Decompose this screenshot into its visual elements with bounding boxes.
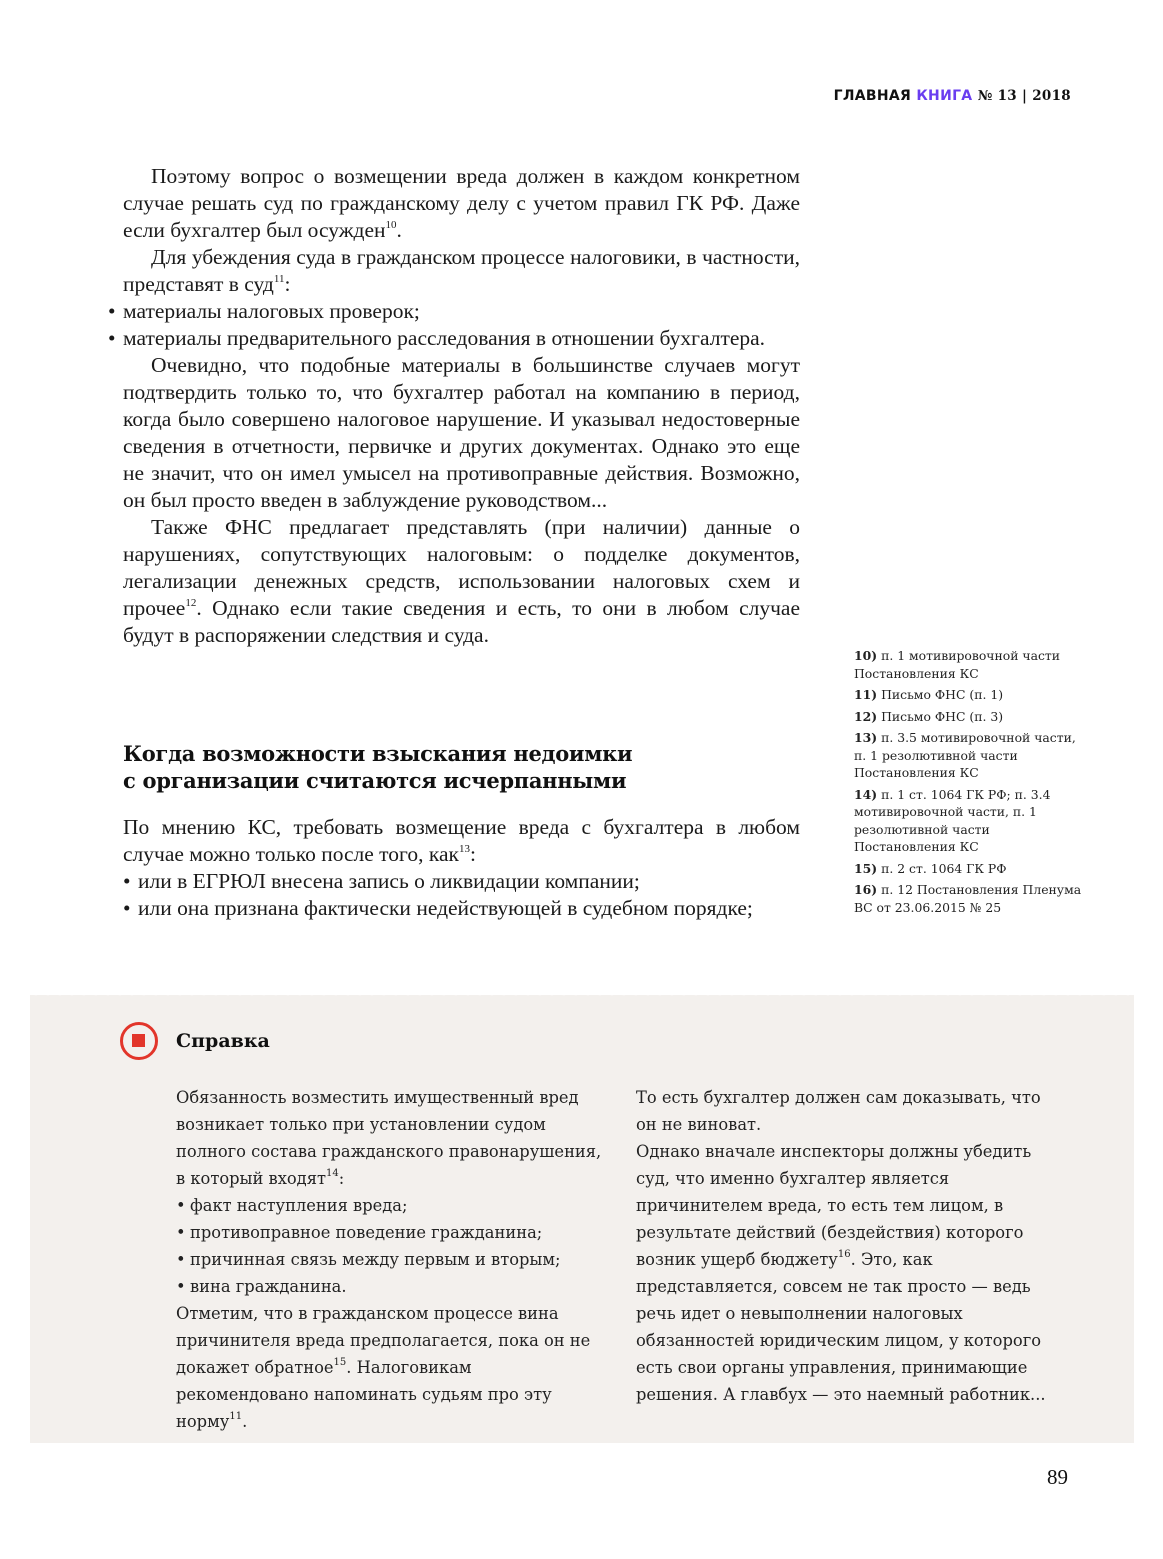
footnote bbox=[854, 647, 1084, 682]
footnote-text: Письмо ФНС (п. 1) bbox=[881, 687, 1004, 702]
panel-title: Справка bbox=[176, 1030, 270, 1052]
paragraph-text: . Налоговикам рекомендовано напоминать судьям про эту норму bbox=[176, 1358, 552, 1431]
footnote-text: Письмо ФНС (п. 3) bbox=[881, 708, 1004, 724]
footnote bbox=[854, 686, 1084, 704]
footnotes-sidebar bbox=[854, 647, 1084, 920]
magazine-name-part2: КНИГА bbox=[916, 88, 973, 104]
bullet-list bbox=[123, 868, 800, 922]
list-item: • факт наступления вреда; bbox=[176, 1192, 606, 1219]
footnote-ref[interactable]: 14 bbox=[326, 1168, 339, 1179]
section-text bbox=[123, 814, 800, 922]
paragraph-text: . bbox=[242, 1412, 248, 1431]
paragraph-text: . Однако если такие сведения и есть, то они в любом случае будут в распоряжении следствия и суда. bbox=[123, 596, 800, 647]
footnote-ref[interactable]: 13 bbox=[458, 843, 470, 855]
footnote bbox=[854, 860, 1084, 878]
paragraph-text: : bbox=[469, 842, 476, 866]
panel-right-column bbox=[636, 1084, 1066, 1408]
list-item: • или в ЕГРЮЛ внесена запись о ликвидации компании; bbox=[123, 868, 800, 895]
paragraph-text: : bbox=[338, 1169, 345, 1188]
paragraph-text: Также ФНС предлагает представлять (при наличии) данные о нарушениях, сопутствующих налоговым: о подделке документов, легализации денежных средств, использовании налоговых схем и прочее bbox=[123, 515, 800, 620]
list-item: • причинная связь между первым и вторым; bbox=[176, 1246, 606, 1273]
footnote-text: п. 1 ст. 1064 ГК РФ; п. 3.4 мотивировочной части, п. 1 резолютивной части Постановления КС bbox=[854, 786, 1051, 854]
footnote-ref[interactable]: 16 bbox=[837, 1249, 851, 1260]
footnote-number: 16) bbox=[854, 882, 878, 897]
stop-square bbox=[132, 1034, 145, 1047]
paragraph bbox=[176, 1084, 606, 1192]
heading-line: с организации считаются исчерпанными bbox=[123, 768, 627, 793]
footnote-text: п. 3.5 мотивировочной части, п. 1 резолютивной части Постановления КС bbox=[854, 730, 1076, 780]
heading-line: Когда возможности взыскания недоимки bbox=[123, 741, 633, 766]
footnote-number: 15) bbox=[854, 860, 878, 876]
paragraph bbox=[636, 1138, 1066, 1408]
list-item: • или она признана фактически недействующей в судебном порядке; bbox=[123, 895, 800, 922]
footnote-number: 13) bbox=[854, 730, 878, 745]
paragraph bbox=[123, 163, 800, 244]
stop-circle-icon bbox=[120, 1022, 158, 1060]
footnote-number: 10) bbox=[854, 648, 878, 663]
paragraph-text: : bbox=[284, 272, 291, 296]
bullet-list bbox=[176, 1192, 606, 1300]
list-item: • вина гражданина. bbox=[176, 1273, 606, 1300]
footnote-ref[interactable]: 12 bbox=[185, 597, 197, 609]
paragraph bbox=[123, 514, 800, 649]
footnote-ref[interactable]: 15 bbox=[333, 1357, 347, 1368]
section-heading bbox=[123, 740, 763, 794]
paragraph bbox=[123, 814, 800, 868]
paragraph-text: Обязанность возместить имущественный вред возникает только при установлении судом полного состава гражданского правонарушения, в который входят bbox=[176, 1088, 602, 1188]
list-item: • противоправное поведение гражданина; bbox=[176, 1219, 606, 1246]
footnote-ref[interactable]: 11 bbox=[229, 1411, 243, 1422]
footnote bbox=[854, 708, 1084, 726]
paragraph: То есть бухгалтер должен сам доказывать, что он не виноват. bbox=[636, 1088, 1041, 1134]
footnote-number: 14) bbox=[854, 786, 878, 802]
list-item: • материалы предварительного расследования в отношении бухгалтера. bbox=[108, 325, 800, 352]
paragraph-text: . Это, как представляется, совсем не так просто — ведь речь идет о невыполнении налоговых обязанностей юридическим лицом, у которого есть свои органы управления, принимающие решения. А главбух — это наемный работник... bbox=[636, 1250, 1046, 1404]
issue-number: № 13 | 2018 bbox=[977, 88, 1071, 104]
paragraph-text: Для убеждения суда в гражданском процессе налоговики, в частности, представят в суд bbox=[123, 245, 800, 296]
main-text bbox=[123, 163, 800, 649]
footnote bbox=[854, 729, 1084, 782]
paragraph-text: Однако вначале инспекторы должны убедить суд, что именно бухгалтер является причинителем вреда, то есть тем лицом, в результате действий (бездействия) которого возник ущерб бюджету bbox=[636, 1142, 1032, 1269]
paragraph-text: . bbox=[396, 218, 402, 242]
footnote-text: п. 1 мотивировочной части Постановления КС bbox=[854, 648, 1061, 681]
paragraph-text: Поэтому вопрос о возмещении вреда должен в каждом конкретном случае решать суд по гражданскому делу с учетом правил ГК РФ. Даже если бухгалтер был осужден bbox=[123, 164, 800, 242]
footnote-ref[interactable]: 10 bbox=[385, 219, 397, 231]
bullet-list bbox=[108, 298, 800, 352]
footnote-number: 12) bbox=[854, 708, 878, 724]
paragraph-text: По мнению КС, требовать возмещение вреда с бухгалтера в любом случае можно только после того, как bbox=[123, 815, 800, 866]
magazine-header bbox=[834, 88, 1071, 104]
paragraph: Очевидно, что подобные материалы в большинстве случаев могут подтвердить только то, что бухгалтер работал на компанию в период, когда было совершено налоговое нарушение. И указывал недостоверные сведения в отчетности, первичке и других документах. Однако это еще не значит, что он имел умысел на противоправные действия. Возможно, он был просто введен в заблуждение руководством... bbox=[123, 353, 800, 512]
panel-scalloped-edge bbox=[30, 990, 1134, 1000]
footnote bbox=[854, 786, 1084, 856]
panel-left-column bbox=[176, 1084, 606, 1435]
list-item: • материалы налоговых проверок; bbox=[108, 298, 800, 325]
page-number: 89 bbox=[1047, 1465, 1068, 1489]
magazine-name-part1: ГЛАВНАЯ bbox=[833, 88, 912, 104]
paragraph-text: Отметим, что в гражданском процессе вина причинителя вреда предполагается, пока он не докажет обратное bbox=[176, 1304, 591, 1377]
footnote-text: п. 12 Постановления Пленума ВС от 23.06.2015 № 25 bbox=[854, 882, 1082, 915]
footnote-number: 11) bbox=[854, 687, 878, 702]
footnote-text: п. 2 ст. 1064 ГК РФ bbox=[881, 860, 1007, 876]
footnote-ref[interactable]: 11 bbox=[273, 273, 285, 285]
footnote bbox=[854, 881, 1084, 916]
paragraph bbox=[123, 244, 800, 298]
paragraph bbox=[176, 1300, 606, 1435]
